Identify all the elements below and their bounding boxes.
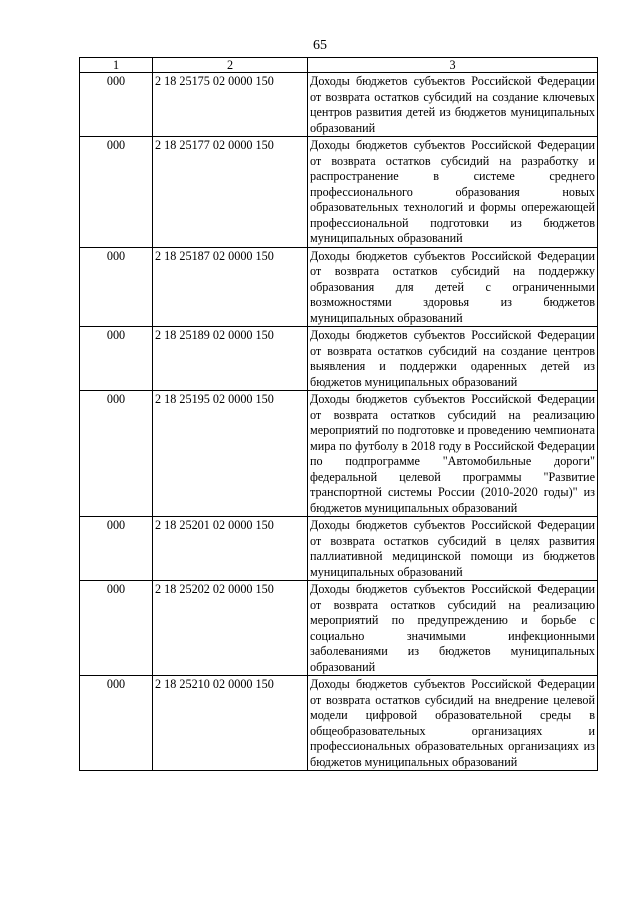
table-row [80, 581, 598, 676]
income-codes-table [79, 57, 598, 771]
admin-code-cell: 000 [80, 391, 153, 517]
budget-code-cell: 2 18 25202 02 0000 150 [153, 581, 308, 676]
admin-code-cell: 000 [80, 327, 153, 391]
budget-code-cell: 2 18 25175 02 0000 150 [153, 73, 308, 137]
description-cell: Доходы бюджетов субъектов Российской Федерации от возврата остатков субсидий на реализацию мероприятий по подготовке и проведению чемпионата мира по футболу в 2018 году в Российской Федерации по подпрограмме "Автомобильные дороги" федеральной целевой программы "Развитие транспортной системы России (2010-2020 годы)" из бюджетов муниципальных образований [308, 391, 598, 517]
description-cell: Доходы бюджетов субъектов Российской Федерации от возврата остатков субсидий на разработку и распространение в системе среднего профессионального образования новых образовательных технологий и формы опережающей профессиональной подготовки из бюджетов муниципальных образований [308, 137, 598, 248]
table-row [80, 517, 598, 581]
description-cell: Доходы бюджетов субъектов Российской Федерации от возврата остатков субсидий на создание центров выявления и поддержки одаренных детей из бюджетов муниципальных образований [308, 327, 598, 391]
admin-code-cell: 000 [80, 581, 153, 676]
admin-code-cell: 000 [80, 247, 153, 327]
admin-code-cell: 000 [80, 676, 153, 771]
table-row [80, 327, 598, 391]
table-row [80, 247, 598, 327]
budget-code-cell: 2 18 25189 02 0000 150 [153, 327, 308, 391]
description-cell: Доходы бюджетов субъектов Российской Федерации от возврата остатков субсидий на поддержку образования для детей с ограниченными возможностями здоровья из бюджетов муниципальных образований [308, 247, 598, 327]
page-number: 65 [313, 38, 327, 53]
budget-code-cell: 2 18 25195 02 0000 150 [153, 391, 308, 517]
table-row [80, 676, 598, 771]
column-header-2: 2 [153, 58, 308, 73]
admin-code-cell: 000 [80, 73, 153, 137]
column-header-3: 3 [308, 58, 598, 73]
table-row [80, 137, 598, 248]
column-header-1: 1 [80, 58, 153, 73]
budget-code-cell: 2 18 25201 02 0000 150 [153, 517, 308, 581]
budget-code-cell: 2 18 25187 02 0000 150 [153, 247, 308, 327]
table-row [80, 391, 598, 517]
description-cell: Доходы бюджетов субъектов Российской Федерации от возврата остатков субсидий на создание ключевых центров развития детей из бюджетов муниципальных образований [308, 73, 598, 137]
table-row [80, 73, 598, 137]
description-cell: Доходы бюджетов субъектов Российской Федерации от возврата остатков субсидий на внедрение целевой модели цифровой образовательной среды в общеобразовательных организациях и профессиональных образовательных организациях из бюджетов муниципальных образований [308, 676, 598, 771]
admin-code-cell: 000 [80, 137, 153, 248]
budget-code-cell: 2 18 25210 02 0000 150 [153, 676, 308, 771]
table-header-row [80, 58, 598, 73]
budget-code-cell: 2 18 25177 02 0000 150 [153, 137, 308, 248]
admin-code-cell: 000 [80, 517, 153, 581]
description-cell: Доходы бюджетов субъектов Российской Федерации от возврата остатков субсидий в целях развития паллиативной медицинской помощи из бюджетов муниципальных образований [308, 517, 598, 581]
description-cell: Доходы бюджетов субъектов Российской Федерации от возврата остатков субсидий на реализацию мероприятий по предупреждению и борьбе с социально значимыми инфекционными заболеваниями из бюджетов муниципальных образований [308, 581, 598, 676]
